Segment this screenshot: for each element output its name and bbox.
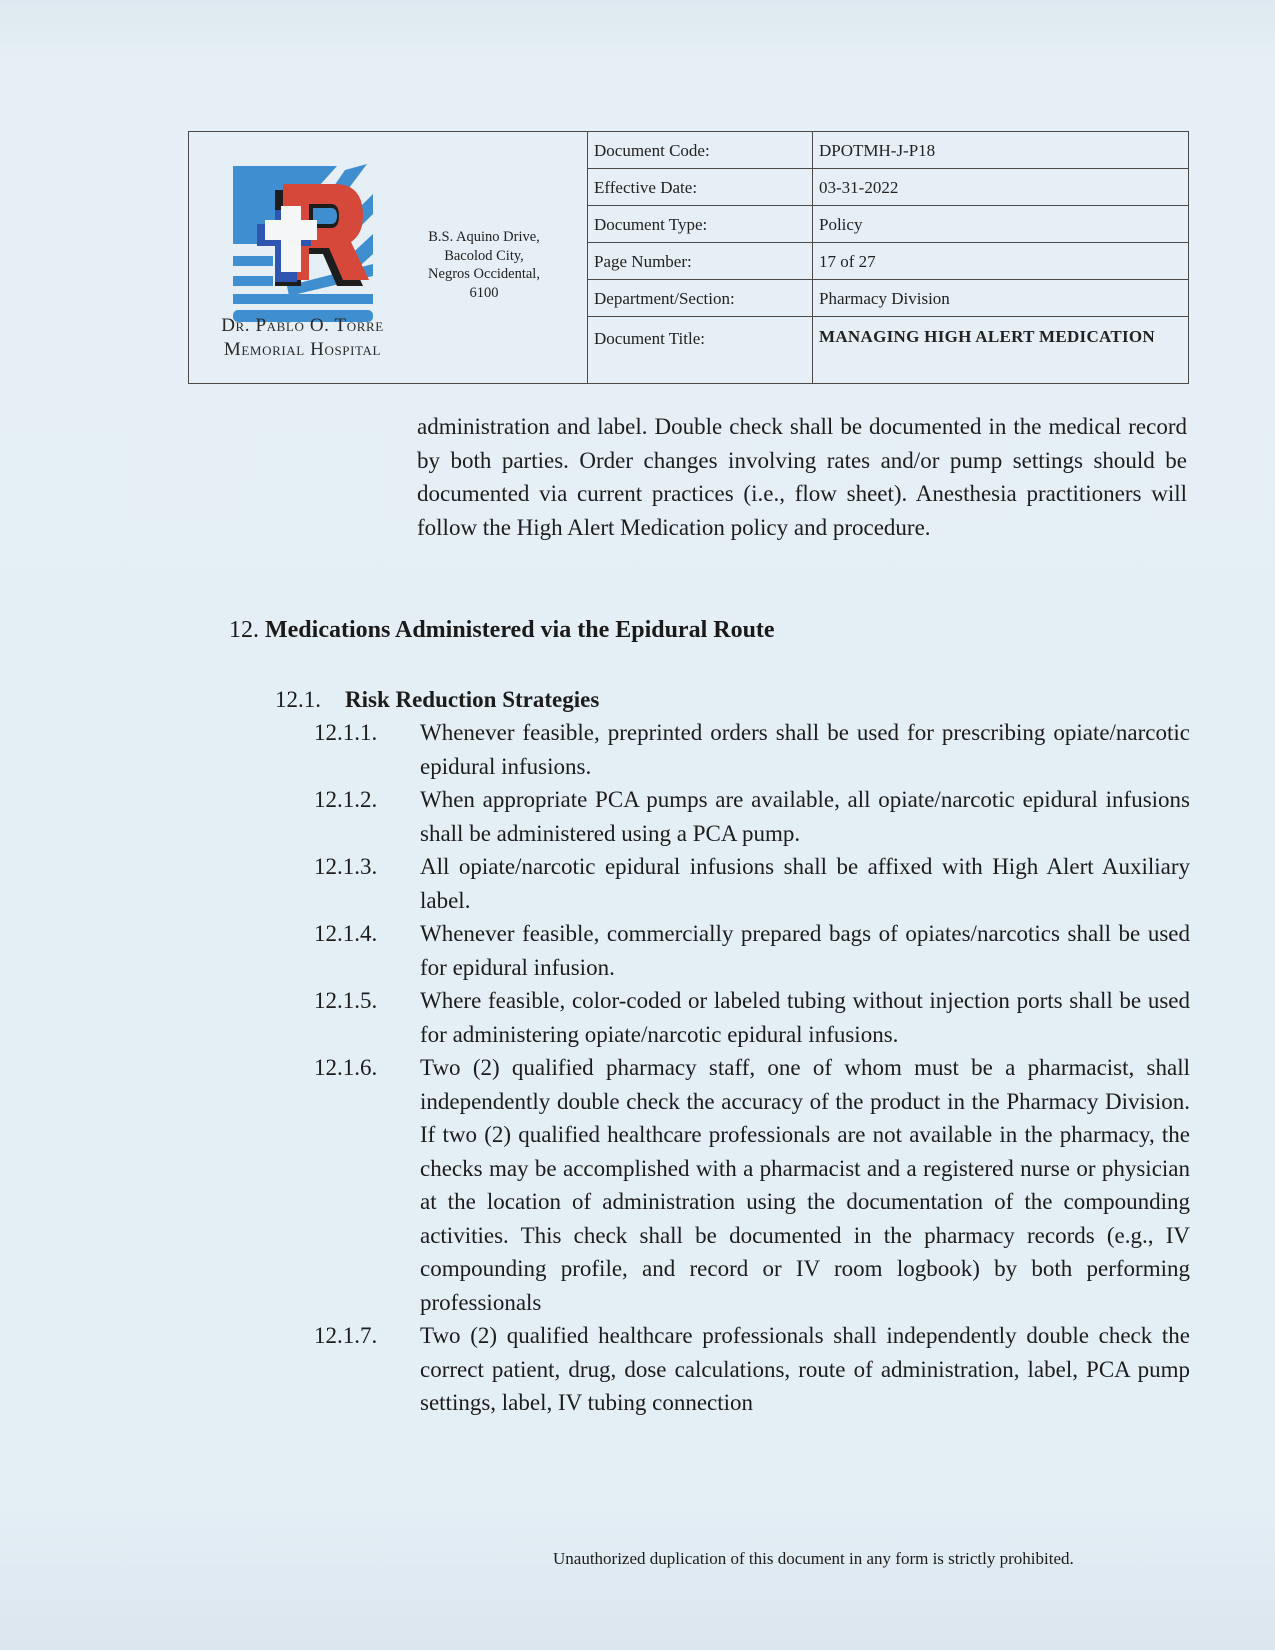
address-line4: 6100 [469, 284, 499, 301]
item-number: 12.1.7. [314, 1323, 378, 1348]
item-text: Whenever feasible, preprinted orders shall be used for prescribing opiate/narcotic epidural infusions. [420, 720, 1190, 779]
item-number: 12.1.1. [314, 720, 378, 745]
item-text: Where feasible, color-coded or labeled tubing without injection ports shall be used for administering opiate/narcotic epidural infusions. [420, 988, 1190, 1047]
hospital-address [411, 228, 557, 302]
item-number: 12.1.6. [314, 1055, 378, 1080]
hospital-branding [189, 132, 587, 383]
hospital-name-line1: Dr. Pablo O. Torre [221, 315, 384, 336]
subsection-title: Risk Reduction Strategies [345, 687, 600, 712]
item-number: 12.1.4. [314, 921, 378, 946]
list-item [314, 917, 1190, 984]
meta-label: Document Code: [588, 132, 813, 168]
meta-row-document-code [588, 132, 1188, 169]
section-number: 12. [229, 617, 259, 643]
meta-row-document-type [588, 206, 1188, 243]
meta-row-page-number [588, 243, 1188, 280]
list-item [314, 850, 1190, 917]
item-text: Whenever feasible, commercially prepared bags of opiates/narcotics shall be used for epidural infusion. [420, 921, 1190, 980]
document-title-value: MANAGING HIGH ALERT MEDICATION [819, 327, 1156, 346]
list-item [314, 783, 1190, 850]
item-text: Two (2) qualified healthcare professionals shall independently double check the correct patient, drug, dose calculations, route of administration, label, PCA pump settings, label, IV tubing connection [420, 1323, 1190, 1415]
address-line1: B.S. Aquino Drive, [428, 229, 540, 245]
document-code-value: DPOTMH-J-P18 [819, 141, 936, 160]
meta-row-effective-date [588, 169, 1188, 206]
subsection-number: 12.1. [275, 687, 321, 712]
hospital-name [189, 314, 416, 362]
list-item [314, 984, 1190, 1051]
item-text: All opiate/narcotic epidural infusions shall be affixed with High Alert Auxiliary label. [420, 854, 1190, 913]
subsection-heading [275, 685, 599, 715]
list-item [314, 1051, 1190, 1319]
meta-label: Document Title: [588, 317, 813, 383]
meta-label: Department/Section: [588, 280, 813, 316]
list-item [314, 1319, 1190, 1420]
duplication-notice: Unauthorized duplication of this document in any form is strictly prohibited. [553, 1549, 1074, 1568]
item-text: When appropriate PCA pumps are available, all opiate/narcotic epidural infusions shall be administered using a PCA pump. [420, 787, 1190, 846]
address-line3: Negros Occidental, [428, 266, 540, 282]
item-number: 12.1.3. [314, 854, 378, 879]
item-number: 12.1.5. [314, 988, 378, 1013]
meta-label: Page Number: [588, 243, 813, 279]
document-metadata [587, 132, 1188, 383]
department-value: Pharmacy Division [819, 289, 950, 308]
hospital-name-line2: Memorial Hospital [223, 339, 382, 360]
risk-reduction-list [314, 716, 1190, 1420]
document-type-value: Policy [819, 215, 863, 234]
effective-date-value: 03-31-2022 [819, 178, 899, 197]
meta-label: Effective Date: [588, 169, 813, 205]
meta-row-document-title [588, 317, 1188, 383]
meta-label: Document Type: [588, 206, 813, 242]
section-heading [229, 615, 775, 645]
item-text: Two (2) qualified pharmacy staff, one of whom must be a pharmacist, shall independently double check the accuracy of the product in the Pharmacy Division. If two (2) qualified healthcare professionals are not available in the pharmacy, the checks may be accomplished with a pharmacist and a registered nurse or physician at the location of administration using the documentation of the compounding activities. This check shall be documented in the pharmacy records (e.g., IV compounding profile, and record or IV room logbook) by both performing professionals [420, 1055, 1190, 1315]
item-number: 12.1.2. [314, 787, 378, 812]
document-header-table [188, 131, 1189, 384]
hospital-logo-icon [227, 164, 375, 322]
address-line2: Bacolod City, [444, 247, 524, 264]
intro-paragraph: administration and label. Double check shall be documented in the medical record by both parties. Order changes involving rates and/or pump settings should be documented via current practices (i.e., flow sheet). Anesthesia practitioners will follow the High Alert Medication policy and procedure. [417, 414, 1187, 540]
page-number-value: 17 of 27 [819, 252, 876, 271]
list-item [314, 716, 1190, 783]
section-title: Medications Administered via the Epidural Route [265, 617, 775, 643]
meta-row-department [588, 280, 1188, 317]
